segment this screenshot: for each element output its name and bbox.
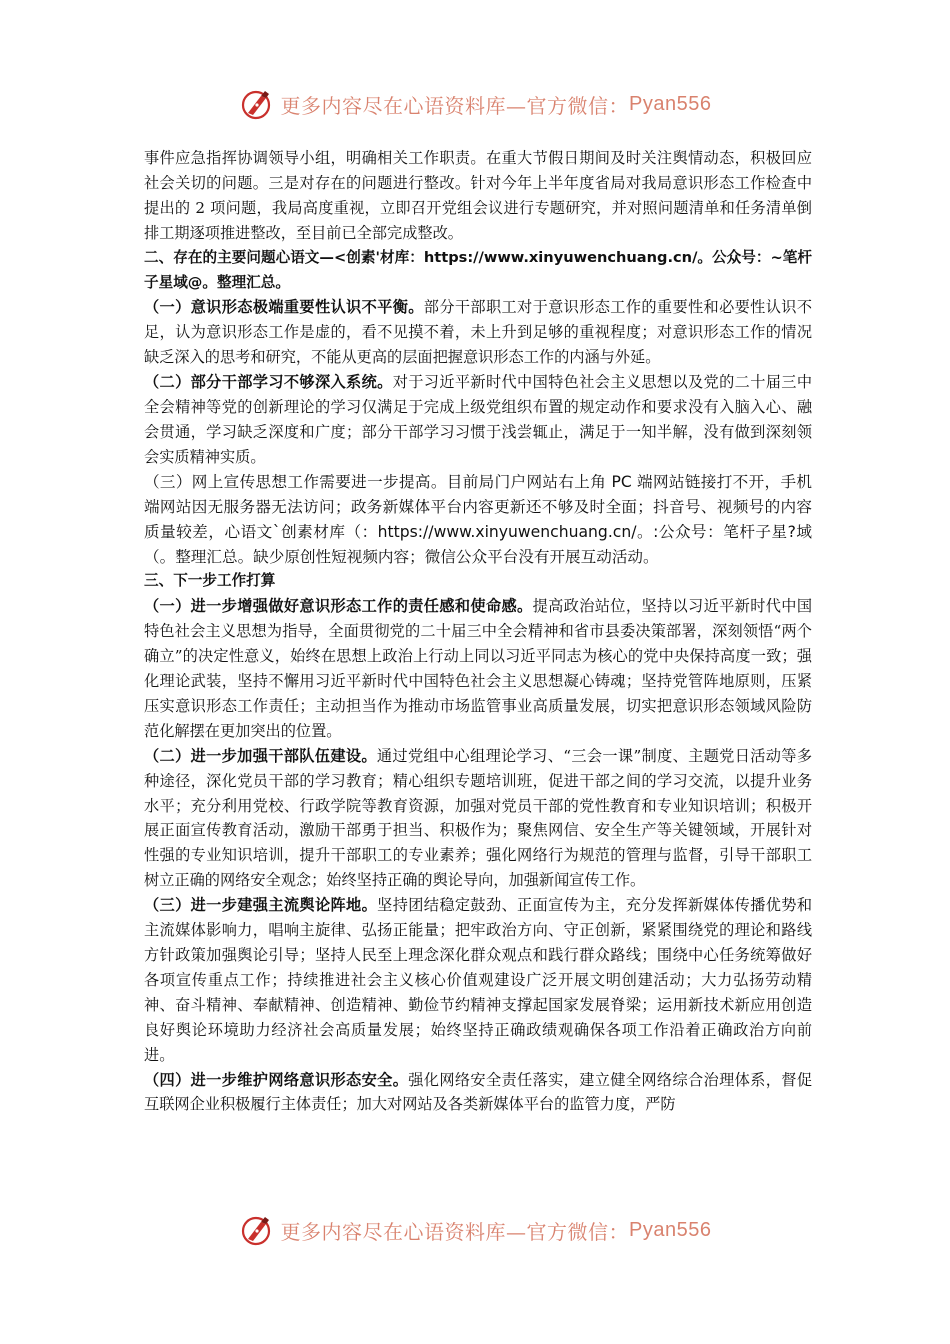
paragraph	[144, 295, 812, 370]
paragraph-title: （一）进一步增强做好意识形态工作的责任感和使命感。	[144, 597, 533, 616]
paragraph	[144, 370, 812, 470]
paragraph-title: （一）意识形态极端重要性认识不平衡。	[144, 298, 424, 317]
paragraph	[144, 1068, 812, 1118]
paragraph-title: （四）进一步维护网络意识形态安全。	[144, 1070, 409, 1089]
paragraph-body: 通过党组中心组理论学习、“三会一课”制度、主题党日活动等多种途径，深化党员干部的学习教育；精心组织专题培训班，促进干部之间的学习交流，以提升业务水平；充分利用党校、行政学院等教育资源，加强对党员干部的党性教育和专业知识培训；积极开展正面宣传教育活动，激励干部勇于担当、积极作为；聚焦网信、安全生产等关键领域，开展针对性强的专业知识培训，提升干部职工的专业素养；强化网络行为规范的管理与监督，引导干部职工树立正确的网络安全观念；始终坚持正确的舆论导向，加强新闻宣传工作。	[144, 746, 813, 890]
paragraph-body: 强化网络安全责任落实，建立健全网络综合治理体系，督促互联网企业积极履行主体责任；加大对网站及各类新媒体平台的监管力度，严防	[144, 1070, 813, 1114]
paragraph-body: 部分干部职工对于意识形态工作的重要性和必要性认识不足，认为意识形态工作是虚的，看不见摸不着，未上升到足够的重视程度；对意识形态工作的情况缺乏深入的思考和研究，不能从更高的层面把握意识形态工作的内涵与外延。	[144, 298, 813, 367]
banner-text: 更多内容尽在心语资料库—官方微信：	[280, 93, 630, 118]
paragraph-body: 对于习近平新时代中国特色社会主义思想以及党的二十届三中全会精神等党的创新理论的学习仅满足于完成上级党组织布置的规定动作和要求没有入脑入心、融会贯通，学习缺乏深度和广度；部分干部学习习惯于浅尝辄止，满足于一知半解，没有做到深刻领会实质精神实质。	[144, 373, 813, 466]
document-body	[144, 146, 812, 1117]
paragraph	[144, 594, 812, 743]
banner-wechat-id: Pyan556	[629, 92, 712, 115]
section-heading: 二、存在的主要问题心语文—<创素'材库：https://www.xinyuwenchuang.cn/。公众号：~笔杆子星域@。整理汇总。	[144, 248, 812, 291]
pen-nib-circle-logo-icon	[239, 1212, 275, 1248]
banner-wechat-id: Pyan556	[629, 1218, 712, 1241]
paragraph	[144, 893, 812, 1067]
paragraph-body: 坚持团结稳定鼓劲、正面宣传为主，充分发挥新媒体传播优势和主流媒体影响力，唱响主旋律、弘扬正能量；把牢政治方向、守正创新，紧紧围绕党的理论和路线方针政策加强舆论引导；坚持人民至上理念深化群众观点和践行群众路线；围绕中心任务统筹做好各项宣传重点工作；持续推进社会主义核心价值观建设广泛开展文明创建活动；大力弘扬劳动精神、奋斗精神、奉献精神、创造精神、勤俭节约精神支撑起国家发展脊梁；运用新技术新应用创造良好舆论环境助力经济社会高质量发展；始终坚持正确政绩观确保各项工作沿着正确政治方向前进。	[144, 896, 813, 1064]
banner-text: 更多内容尽在心语资料库—官方微信：	[280, 1219, 630, 1244]
footer-watermark-banner	[0, 1208, 950, 1252]
paragraph-title: （二）进一步加强干部队伍建设。	[144, 746, 377, 765]
paragraph: 事件应急指挥协调领导小组，明确相关工作职责。在重大节假日期间及时关注舆情动态，积极回应社会关切的问题。三是对存在的问题进行整改。针对今年上半年度省局对我局意识形态工作检查中提出的 2 项问题，我局高度重视，立即召开党组会议进行专题研究，并对照问题清单和任务清单倒排工期逐项推进整改，至目前已全部完成整改。	[144, 149, 812, 242]
pen-nib-circle-logo-icon	[239, 86, 275, 122]
paragraph: （三）网上宣传思想工作需要进一步提高。目前局门户网站右上角 PC 端网站链接打不开，手机端网站因无服务器无法访问；政务新媒体平台内容更新还不够及时全面；抖音号、视频号的内容质量较差，心语文`创素材库（：https://www.xinyuwenchuang.cn/。:公众号：笔杆子星?域（。整理汇总。缺少原创性短视频内容；微信公众平台没有开展互动活动。	[144, 472, 812, 566]
paragraph-body: 提高政治站位，坚持以习近平新时代中国特色社会主义思想为指导，全面贯彻党的二十届三中全会精神和省市县委决策部署，深刻领悟“两个确立”的决定性意义，始终在思想上政治上行动上同以习近平同志为核心的党中央保持高度一致；强化理论武装，坚持不懈用习近平新时代中国特色社会主义思想凝心铸魂；坚持党管阵地原则，压紧压实意识形态工作责任；主动担当作为推动市场监管事业高质量发展，切实把意识形态领域风险防范化解摆在更加突出的位置。	[144, 597, 813, 740]
paragraph-title: （二）部分干部学习不够深入系统。	[144, 373, 393, 392]
section-heading: 三、下一步工作打算	[144, 572, 276, 590]
header-watermark-banner	[0, 82, 950, 126]
paragraph	[144, 744, 812, 893]
paragraph-title: （三）进一步建强主流舆论阵地。	[144, 896, 378, 915]
